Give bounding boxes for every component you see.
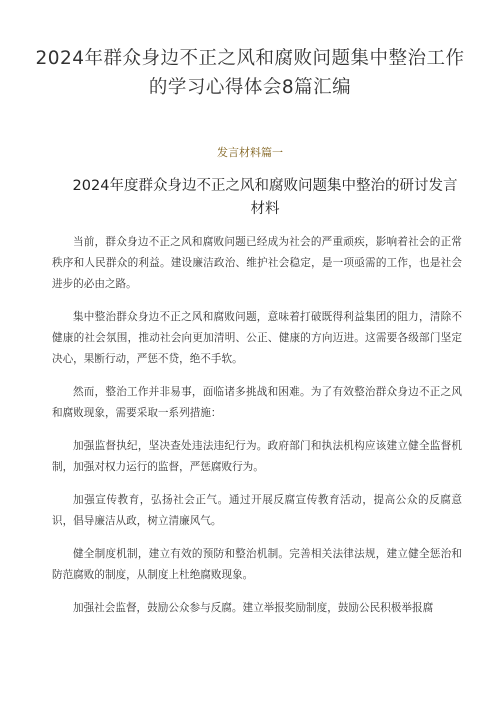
paragraph: 集中整治群众身边不正之风和腐败问题，意味着打破既得利益集团的阻力，清除不健康的社会氛围，推动社会向更加清明、公正、健康的方向迈进。这需要各级部门坚定决心，果断行动，严惩不贷，绝不手软。 xyxy=(52,311,462,365)
document-title-line-2: 的学习心得体会8篇汇编 xyxy=(148,77,352,98)
section-label: 发言材料篇一 xyxy=(217,146,283,159)
section-title-line-2: 材料 xyxy=(250,201,280,217)
document-title xyxy=(30,44,470,102)
paragraph: 当前，群众身边不正之风和腐败问题已经成为社会的严重顽疾，影响着社会的正常秩序和人民群众的利益。建设廉洁政治、维护社会稳定，是一项亟需的工作，也是社会进步的必由之路。 xyxy=(52,236,462,290)
paragraph: 加强监督执纪，坚决查处违法违纪行为。政府部门和执法机构应该建立健全监督机制，加强对权力运行的监督，严惩腐败行为。 xyxy=(52,440,462,473)
body-text xyxy=(52,232,462,631)
paragraph: 然而，整治工作并非易事，面临诸多挑战和困难。为了有效整治群众身边不正之风和腐败现象，需要采取一系列措施： xyxy=(52,386,462,419)
paragraph: 加强宣传教育，弘扬社会正气。通过开展反腐宣传教育活动，提高公众的反腐意识，倡导廉洁从政，树立清廉风气。 xyxy=(52,494,462,527)
section-title xyxy=(60,175,470,221)
paragraph: 健全制度机制，建立有效的预防和整治机制。完善相关法律法规，建立健全惩治和防范腐败的制度，从制度上杜绝腐败现象。 xyxy=(52,548,462,581)
document-title-line-1: 2024年群众身边不正之风和腐败问题集中整治工作 xyxy=(35,48,465,69)
section-title-line-1: 2024年度群众身边不正之风和腐败问题集中整治的研讨发言 xyxy=(72,178,458,194)
paragraph: 加强社会监督，鼓励公众参与反腐。建立举报奖励制度，鼓励公民积极举报腐 xyxy=(73,602,434,614)
